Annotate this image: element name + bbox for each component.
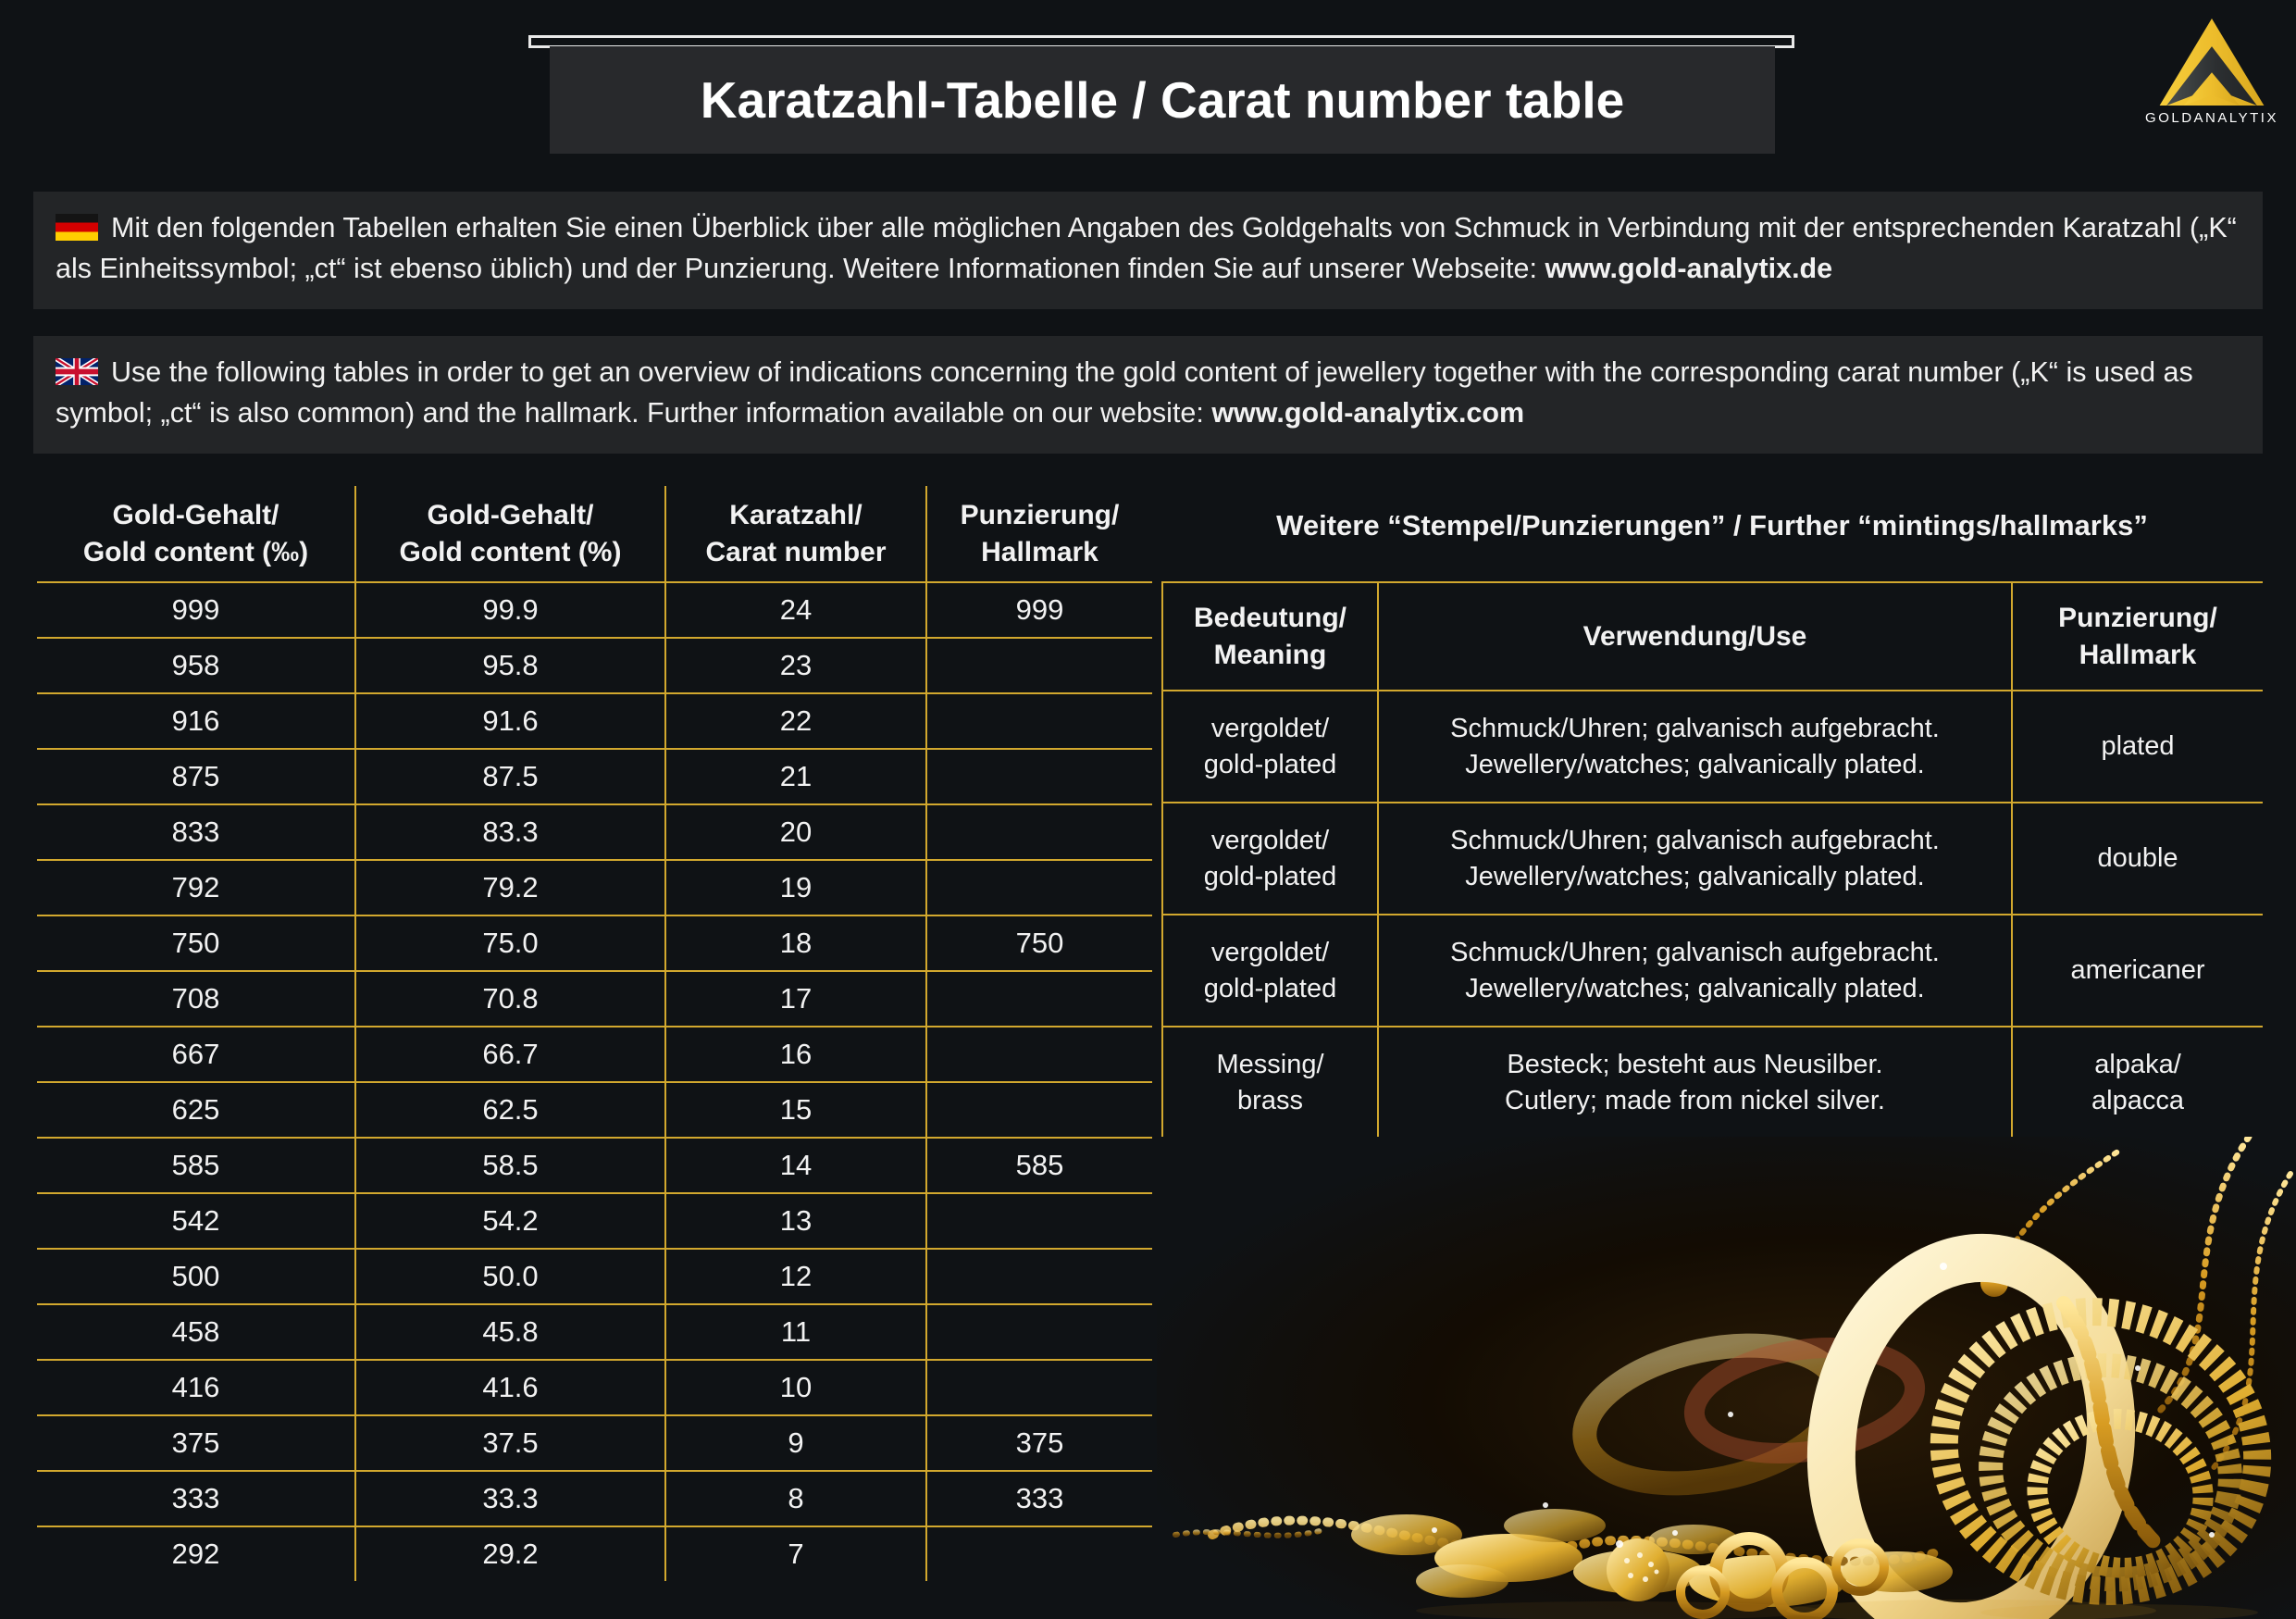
column-header: [666, 486, 927, 581]
meaning-line1: vergoldet/: [1210, 713, 1330, 743]
column-header-line1: Gold-Gehalt/: [112, 499, 279, 530]
hallmark-line1: double: [2097, 843, 2178, 873]
column-header-line1: Punzierung/: [2058, 602, 2217, 633]
cell-gold-content-percent: 62.5: [356, 1083, 666, 1137]
intro-english-text: Use the following tables in order to get an overview of indications concerning the gold content of jewellery together with the corresponding carat number („K“ is used as symbol; „ct“ is also common) and the hallmark. Further information available on our website:: [56, 356, 2193, 429]
column-header-line2: Gold content (‰): [82, 536, 309, 567]
cell-hallmark: 999: [1015, 593, 1064, 626]
cell-gold-content-permille: 585: [37, 1139, 356, 1192]
hallmark-line2: alpacca: [2091, 1085, 2184, 1115]
cell-hallmark: [927, 861, 1152, 915]
cell-hallmark: [927, 972, 1152, 1026]
meaning-line2: gold-plated: [1203, 973, 1337, 1003]
cell-gold-content-permille: 333: [37, 1472, 356, 1526]
cell-carat-number: 19: [666, 861, 927, 915]
cell-gold-content-permille: 916: [37, 694, 356, 748]
hallmark-table-title: Weitere “Stempel/Punzierungen” / Further “mintings/hallmarks”: [1276, 509, 2148, 542]
column-header: [1163, 583, 1379, 690]
table-row: [37, 1250, 1152, 1305]
cell-meaning: [1163, 803, 1379, 914]
germany-flag-icon: [56, 214, 98, 241]
carat-table-body: [37, 583, 1152, 1581]
goldanalytix-logo-icon: [2155, 19, 2268, 106]
cell-gold-content-percent: 37.5: [356, 1416, 666, 1470]
cell-gold-content-permille: 542: [37, 1194, 356, 1248]
column-header-line2: Hallmark: [981, 536, 1098, 567]
cell-hallmark: [927, 805, 1152, 859]
column-header-line1: Gold-Gehalt/: [427, 499, 594, 530]
cell-gold-content-percent: 58.5: [356, 1139, 666, 1192]
cell-hallmark: 333: [1015, 1482, 1064, 1514]
intro-german-text: Mit den folgenden Tabellen erhalten Sie einen Überblick über alle möglichen Angaben des Goldgehalts von Schmuck in Verbindung mit der entsprechenden Karatzahl („K“ als Einheitssymbol; „ct“ ist ebenso üblich) und der Punzierung. Weitere Informationen finden Sie auf unserer Webseite:: [56, 212, 2237, 284]
cell-meaning: [1163, 915, 1379, 1026]
cell-gold-content-permille: 458: [37, 1305, 356, 1359]
meaning-line1: vergoldet/: [1210, 825, 1330, 855]
carat-table-header-row: [37, 486, 1152, 583]
cell-hallmark: [2013, 691, 2263, 802]
cell-hallmark: [927, 1361, 1152, 1414]
cell-carat-number: 9: [666, 1416, 927, 1470]
cell-gold-content-permille: 708: [37, 972, 356, 1026]
cell-carat-number: 22: [666, 694, 927, 748]
cell-hallmark: 375: [1015, 1426, 1064, 1459]
cell-gold-content-permille: 875: [37, 750, 356, 803]
use-line-german: Besteck; besteht aus Neusilber.: [1507, 1049, 1883, 1079]
column-header-line1: Punzierung/: [960, 499, 1120, 530]
use-line-german: Schmuck/Uhren; galvanisch aufgebracht.: [1450, 713, 1940, 743]
table-row: [1163, 915, 2263, 1027]
cell-carat-number: 10: [666, 1361, 927, 1414]
cell-gold-content-percent: 45.8: [356, 1305, 666, 1359]
cell-carat-number: 7: [666, 1527, 927, 1581]
cell-gold-content-permille: 750: [37, 916, 356, 970]
column-header-line2: Hallmark: [2079, 639, 2197, 670]
table-row: [1163, 803, 2263, 915]
cell-gold-content-percent: 54.2: [356, 1194, 666, 1248]
cell-gold-content-permille: 416: [37, 1361, 356, 1414]
cell-meaning: [1163, 691, 1379, 802]
cell-carat-number: 21: [666, 750, 927, 803]
carat-table: [37, 486, 1152, 1581]
column-header: [356, 486, 666, 581]
table-row: [37, 1472, 1152, 1527]
cell-gold-content-permille: 667: [37, 1027, 356, 1081]
table-row: [1163, 691, 2263, 803]
column-header: [927, 486, 1152, 581]
use-line-english: Jewellery/watches; galvanically plated.: [1465, 861, 1925, 891]
cell-hallmark: [927, 1527, 1152, 1581]
cell-use: [1379, 691, 2013, 802]
cell-gold-content-percent: 70.8: [356, 972, 666, 1026]
cell-gold-content-percent: 87.5: [356, 750, 666, 803]
cell-hallmark: [927, 1194, 1152, 1248]
cell-carat-number: 16: [666, 1027, 927, 1081]
cell-hallmark: 750: [1015, 927, 1064, 959]
table-row: [37, 639, 1152, 694]
cell-carat-number: 15: [666, 1083, 927, 1137]
cell-gold-content-percent: 41.6: [356, 1361, 666, 1414]
column-header-line1: Verwendung/Use: [1582, 620, 1807, 652]
table-row: [37, 1139, 1152, 1194]
cell-hallmark: [927, 1083, 1152, 1137]
table-row: [37, 972, 1152, 1027]
cell-use: [1379, 803, 2013, 914]
cell-gold-content-percent: 66.7: [356, 1027, 666, 1081]
cell-carat-number: 17: [666, 972, 927, 1026]
column-header-line2: Carat number: [705, 536, 887, 567]
cell-carat-number: 20: [666, 805, 927, 859]
cell-hallmark: [2013, 915, 2263, 1026]
cell-gold-content-percent: 99.9: [356, 583, 666, 637]
use-line-english: Cutlery; made from nickel silver.: [1505, 1085, 1885, 1115]
meaning-line1: Messing/: [1216, 1049, 1324, 1079]
intro-german: [33, 192, 2263, 309]
cell-carat-number: 14: [666, 1139, 927, 1192]
cell-carat-number: 8: [666, 1472, 927, 1526]
gold-jewellery-photo: [1157, 1137, 2296, 1619]
use-line-german: Schmuck/Uhren; galvanisch aufgebracht.: [1450, 825, 1940, 855]
cell-gold-content-permille: 958: [37, 639, 356, 692]
table-row: [37, 1083, 1152, 1139]
table-row: [37, 805, 1152, 861]
page-title: Karatzahl-Tabelle / Carat number table: [700, 71, 1625, 129]
table-row: [37, 1361, 1152, 1416]
use-line-english: Jewellery/watches; galvanically plated.: [1465, 973, 1925, 1003]
cell-gold-content-permille: 500: [37, 1250, 356, 1303]
cell-gold-content-percent: 75.0: [356, 916, 666, 970]
cell-gold-content-permille: 999: [37, 583, 356, 637]
table-row: [37, 694, 1152, 750]
table-row: [1163, 1027, 2263, 1138]
cell-gold-content-percent: 79.2: [356, 861, 666, 915]
cell-gold-content-permille: 625: [37, 1083, 356, 1137]
cell-hallmark: [927, 750, 1152, 803]
intro-english: [33, 336, 2263, 454]
table-row: [37, 1194, 1152, 1250]
hallmark-line1: alpaka/: [2094, 1049, 2181, 1079]
cell-hallmark: [927, 694, 1152, 748]
table-row: [37, 583, 1152, 639]
cell-hallmark: [2013, 1027, 2263, 1138]
hallmark-line1: americaner: [2070, 955, 2205, 985]
cell-carat-number: 24: [666, 583, 927, 637]
cell-use: [1379, 1027, 2013, 1138]
table-row: [37, 861, 1152, 916]
cell-gold-content-percent: 83.3: [356, 805, 666, 859]
brand-logo-text: GOLDANALYTIX: [2145, 110, 2278, 126]
table-row: [37, 916, 1152, 972]
cell-carat-number: 18: [666, 916, 927, 970]
cell-carat-number: 11: [666, 1305, 927, 1359]
column-header-line1: Karatzahl/: [729, 499, 863, 530]
use-line-german: Schmuck/Uhren; galvanisch aufgebracht.: [1450, 937, 1940, 967]
hallmark-table: [1161, 581, 2263, 1138]
table-row: [37, 1305, 1152, 1361]
hallmark-table-header-row: [1163, 583, 2263, 691]
english-website-link[interactable]: www.gold-analytix.com: [1211, 397, 1525, 429]
cell-use: [1379, 915, 2013, 1026]
table-row: [37, 1527, 1152, 1581]
cell-hallmark: 585: [1015, 1149, 1064, 1181]
cell-gold-content-permille: 292: [37, 1527, 356, 1581]
cell-gold-content-percent: 29.2: [356, 1527, 666, 1581]
table-row: [37, 750, 1152, 805]
column-header: [2013, 583, 2263, 690]
cell-carat-number: 12: [666, 1250, 927, 1303]
cell-gold-content-percent: 33.3: [356, 1472, 666, 1526]
brand-logo: [2145, 19, 2278, 126]
column-header: [1379, 583, 2013, 690]
hallmark-line1: plated: [2101, 731, 2175, 761]
cell-carat-number: 23: [666, 639, 927, 692]
cell-gold-content-permille: 375: [37, 1416, 356, 1470]
meaning-line2: gold-plated: [1203, 749, 1337, 779]
use-line-english: Jewellery/watches; galvanically plated.: [1465, 749, 1925, 779]
table-row: [37, 1416, 1152, 1472]
cell-hallmark: [927, 1250, 1152, 1303]
cell-hallmark: [927, 639, 1152, 692]
cell-gold-content-percent: 50.0: [356, 1250, 666, 1303]
german-website-link[interactable]: www.gold-analytix.de: [1545, 253, 1833, 284]
cell-gold-content-permille: 833: [37, 805, 356, 859]
cell-hallmark: [2013, 803, 2263, 914]
cell-carat-number: 13: [666, 1194, 927, 1248]
cell-gold-content-percent: 95.8: [356, 639, 666, 692]
meaning-line2: gold-plated: [1203, 861, 1337, 891]
title-banner: [550, 46, 1775, 154]
meaning-line1: vergoldet/: [1210, 937, 1330, 967]
cell-hallmark: [927, 1305, 1152, 1359]
cell-meaning: [1163, 1027, 1379, 1138]
cell-gold-content-percent: 91.6: [356, 694, 666, 748]
cell-hallmark: [927, 1027, 1152, 1081]
column-header-line2: Gold content (%): [399, 536, 622, 567]
column-header: [37, 486, 356, 581]
cell-gold-content-permille: 792: [37, 861, 356, 915]
uk-flag-icon: [56, 358, 98, 385]
column-header-line2: Meaning: [1213, 639, 1327, 670]
table-row: [37, 1027, 1152, 1083]
column-header-line1: Bedeutung/: [1194, 602, 1347, 633]
meaning-line2: brass: [1237, 1085, 1303, 1115]
hallmark-table-body: [1163, 691, 2263, 1138]
